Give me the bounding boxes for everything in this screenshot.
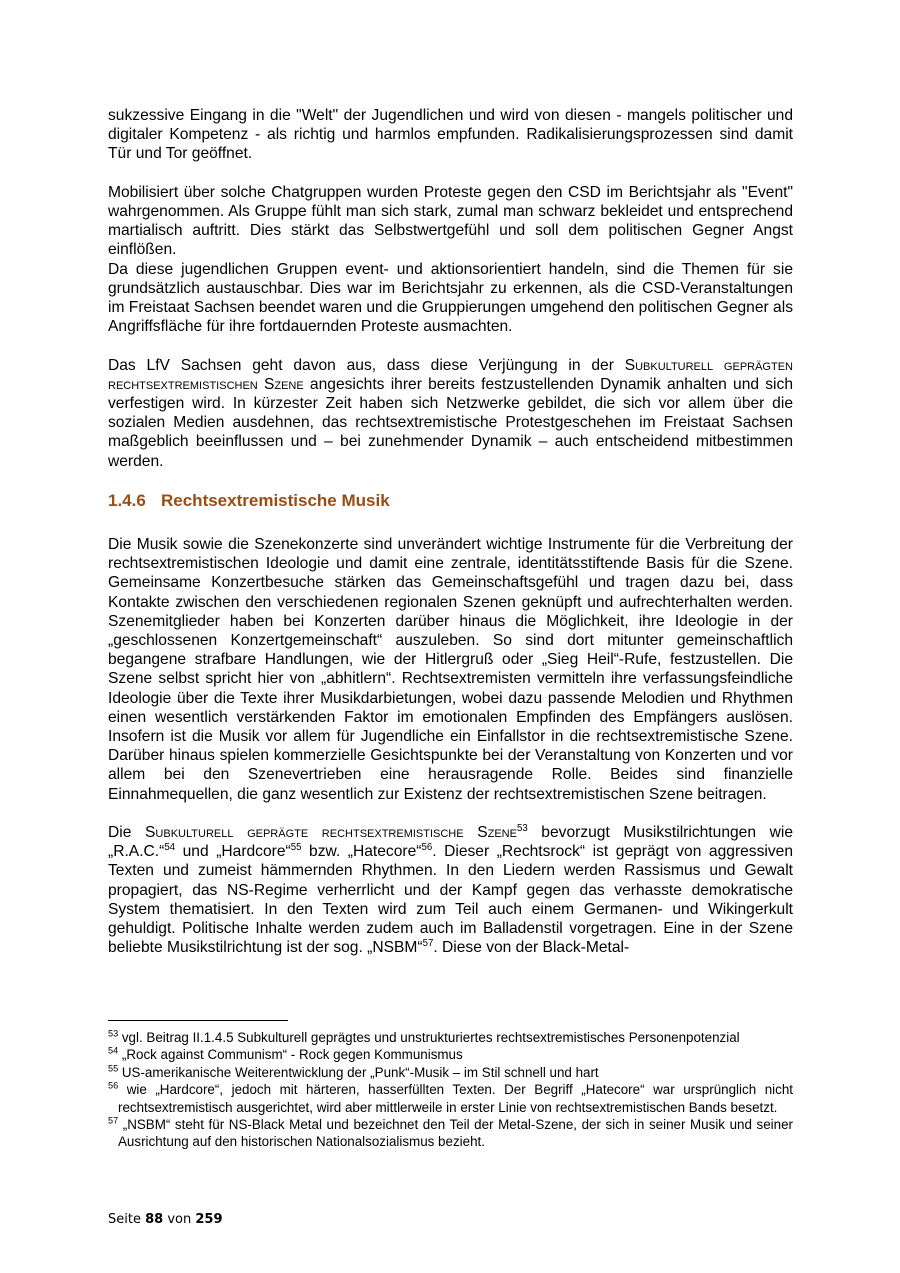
text-run: Das LfV Sachsen geht davon aus, dass diese Verjüngung in der <box>108 356 625 374</box>
footnote-text: „Rock against Communism“ - Rock gegen Kommunismus <box>118 1047 463 1063</box>
paragraph-4: Die Musik sowie die Szenekonzerte sind unverändert wichtige Instrumente für die Verbreitung der rechtsextremistischen Ideologie und damit eine zentrale, identitätsstiftende Basis für die Szene. Gemeinsame Konzertbesuche stärken das Gemeinschaftsgefühl und tragen dazu bei, dass Kontakte zwischen den verschiedenen regionalen Szenen geknüpft und aufrechterhalten werden. Szenemitglieder haben bei Konzerten darüber hinaus die Möglichkeit, ihre Ideologie in der „geschlossenen Konzertgemeinschaft“ auszuleben. So sind dort mitunter gemeinschaftlich begangene strafbare Handlungen, wie der Hitlergruß oder „Sieg Heil“-Rufe, festzustellen. Die Szene selbst spricht hier von „abhitlern“. Rechtsextremisten vermitteln ihre verfassungsfeindliche Ideologie über die Texte ihrer Musikdarbietungen, wobei dazu passende Melodien und Rhythmen einen wesentlich verstärkenden Faktor im emotionalen Empfinden des Empfängers auslösen. Insofern ist die Musik vor allem für Jugendliche ein Einfallstor in die rechtsextremistische Szene. Darüber hinaus spielen kommerzielle Gesichtspunkte bei der Veranstaltung von Konzerten und vor allem bei den Szenevertrieben eine herausragende Rolle. Beides sind finanzielle Einnahmequellen, die ganz wesentlich zur Existenz der rechtsextremistischen Szene beitragen. <box>108 536 793 803</box>
text-run: bevorzugt Musikstilrichtungen wie „R.A.C.“ <box>108 824 794 861</box>
text-run: . Diese von der Black-Metal- <box>433 939 630 957</box>
paragraph-2b: Da diese jugendlichen Gruppen event- und aktionsorientiert handeln, sind die Themen für sie grundsätzlich austauschbar. Dies war im Berichtsjahr zu erkennen, als die CSD-Veranstaltungen im Freistaat Sachsen beendet waren und die Gruppierungen umgehend den politischen Gegner als Angriffsfläche für ihre fortdauernden Proteste ausmachten. <box>108 260 793 336</box>
footnote-ref-55[interactable]: 55 <box>290 842 302 854</box>
scene-term: Subkulturell geprägten rechtsextremistischen Szene <box>108 356 793 393</box>
section-heading <box>108 490 793 512</box>
paragraph-1: sukzessive Eingang in die "Welt" der Jugendlichen und wird von diesen - mangels politischer und digitaler Kompetenz - als richtig und harmlos empfunden. Radikalisierungsprozessen sind damit Tür und Tor geöffnet. <box>108 107 793 163</box>
footnote-text: wie „Hardcore“, jedoch mit härteren, hasserfüllten Texten. Der Begriff „Hatecore“ war ursprünglich nicht rechtsextremistisch ausgerichtet, wird aber mittlerweile in erster Linie von rechtsextremistischen Bands besetzt. <box>118 1082 793 1115</box>
footnote-text: US-amerikanische Weiterentwicklung der „Punk“-Musik – im Stil schnell und hart <box>118 1064 599 1080</box>
footnotes <box>108 1029 793 1151</box>
footnote-text: vgl. Beitrag II.1.4.5 Subkulturell geprägtes und unstrukturiertes rechtsextremistisches Personenpotenzial <box>118 1030 740 1045</box>
footnote-number: 55 <box>108 1063 119 1074</box>
section-number: 1.4.6 <box>108 491 146 511</box>
page-number <box>108 1212 223 1228</box>
footnote-text: „NSBM“ steht für NS-Black Metal und bezeichnet den Teil der Metal-Szene, der sich in seiner Musik und seiner Ausrichtung auf den historischen Nationalsozialismus bezieht. <box>118 1117 793 1150</box>
footnote-number: 57 <box>108 1115 119 1126</box>
text-run: und „Hardcore“ <box>175 843 291 861</box>
scene-term: Subkulturell geprägte rechtsextremistische Szene <box>145 824 517 842</box>
total-pages: 259 <box>195 1212 223 1227</box>
footnote-ref-57[interactable]: 57 <box>422 938 434 950</box>
page-label: Seite <box>108 1212 141 1227</box>
footnote-ref-53[interactable]: 53 <box>516 822 528 834</box>
footnote-ref-56[interactable]: 56 <box>421 842 433 854</box>
text-run: Die <box>108 824 146 842</box>
footnote-separator <box>108 1020 288 1021</box>
footnote-number: 56 <box>108 1080 119 1091</box>
paragraph-5 <box>108 823 793 957</box>
page-of: von <box>167 1212 192 1227</box>
body-text <box>108 106 793 977</box>
text-run: angesichts ihrer bereits festzustellenden Dynamik anhalten und sich verfestigen wird. In kürzester Zeit haben sich Netzwerke gebildet, die sich vor allem über die sozialen Medien ausdehnen, das rechtsextremistische Protestgeschehen im Freistaat Sachsen maßgeblich beeinflussen und – bei zunehmender Dynamik – auch entscheidend mitbestimmen werden. <box>108 375 793 470</box>
footnote-number: 54 <box>108 1045 119 1056</box>
footnote-57 <box>108 1116 793 1151</box>
footnote-54 <box>108 1046 793 1063</box>
footnote-ref-54[interactable]: 54 <box>164 842 176 854</box>
current-page: 88 <box>145 1212 164 1227</box>
section-title: Rechtsextremistische Musik <box>161 491 390 511</box>
paragraph-3 <box>108 356 793 471</box>
footnote-56 <box>108 1081 793 1116</box>
text-run: bzw. „Hatecore“ <box>301 843 422 861</box>
text-run: . Dieser „Rechtsrock“ ist geprägt von aggressiven Texten und zumeist hämmernden Rhythmen. In den Liedern werden Rassismus und Gewalt propagiert, das NS-Regime verherrlicht und der Kampf gegen das verhasste demokratische System thematisiert. In den Texten wird zum Teil auch einem Germanen- und Wikingerkult gehuldigt. Politische Inhalte werden zudem auch im Balladenstil vorgetragen. Eine in der Szene beliebte Musikstilrichtung ist der sog. „NSBM“ <box>108 843 794 957</box>
footnote-number: 53 <box>108 1028 119 1039</box>
footnote-53 <box>108 1029 793 1046</box>
paragraph-2a: Mobilisiert über solche Chatgruppen wurden Proteste gegen den CSD im Berichtsjahr als "Event" wahrgenommen. Als Gruppe fühlt man sich stark, zumal man schwarz bekleidet und entsprechend martialisch auftritt. Dies stärkt das Selbstwertgefühl und soll dem politischen Gegner Angst einflößen. <box>108 183 793 259</box>
footnote-55 <box>108 1064 793 1081</box>
